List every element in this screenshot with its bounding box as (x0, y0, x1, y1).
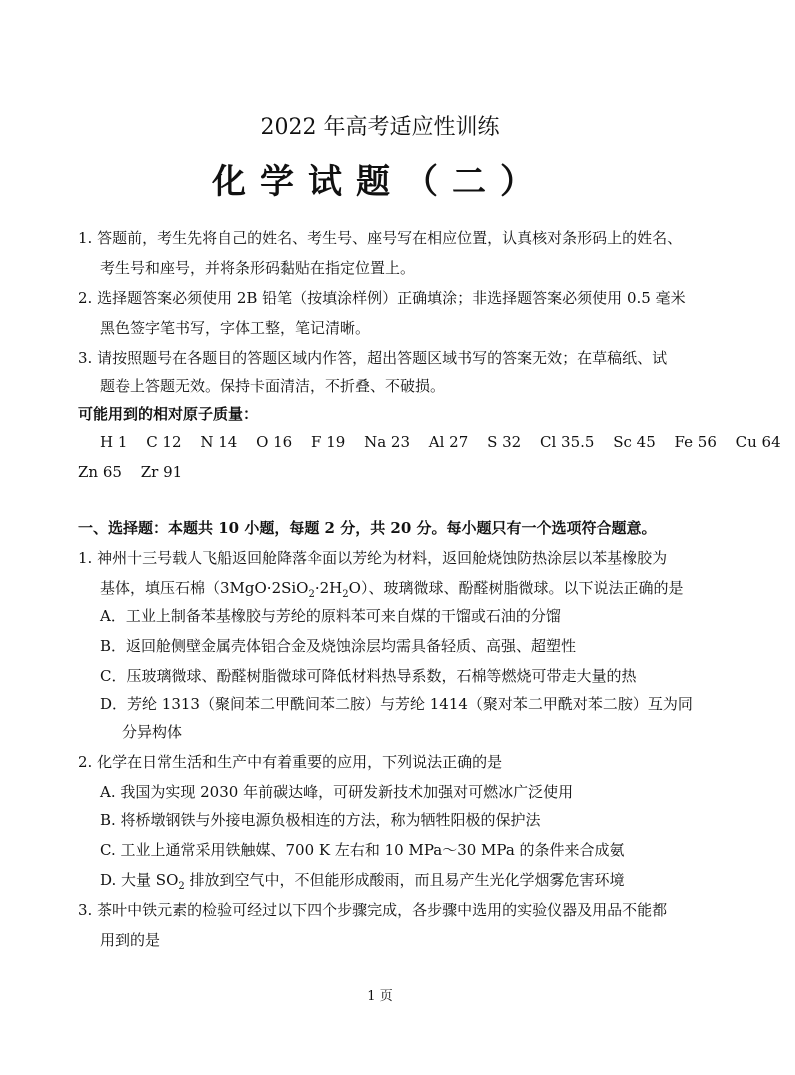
atomic-mass: Sc 45 (613, 433, 656, 451)
instruction-2b: 黑色签字笔书写，字体工整，笔记清晰。 (100, 319, 371, 337)
q2-option-b: B. 将桥墩钢铁与外接电源负极相连的方法，称为牺牲阳极的保护法 (100, 811, 541, 829)
instruction-3a: 3. 请按照题号在各题目的答题区域内作答，超出答题区域书写的答案无效；在草稿纸、试 (78, 349, 668, 367)
atomic-mass: O 16 (256, 433, 293, 451)
atomic-mass: N 14 (200, 433, 238, 451)
q2-option-c: C. 工业上通常采用铁触媒、700 K 左右和 10 MPa～30 MPa 的条件来合成氨 (100, 841, 625, 859)
atomic-mass: Cl 35.5 (539, 433, 595, 451)
atomic-mass-row-2 (78, 462, 196, 482)
exam-title: 化学试题（二） (212, 162, 548, 202)
section-1-heading: 一、选择题：本题共 10 小题，每题 2 分，共 20 分。每小题只有一个选项符合题意。 (78, 519, 657, 537)
instruction-1b: 考生号和座号，并将条形码黏贴在指定位置上。 (100, 259, 416, 277)
exam-subtitle: 2022 年高考适应性训练 (260, 115, 500, 140)
q1-stem-line-1: 1. 神州十三号载人飞船返回舱降落伞面以芳纶为材料，返回舱烧蚀防热涂层以苯基橡胶为 (78, 549, 668, 567)
atomic-mass: S 32 (487, 433, 522, 451)
q1-option-d-line-2: 分异构体 (122, 723, 183, 741)
q2-option-a: A. 我国为实现 2030 年前碳达峰，可研发新技术加强对可燃冰广泛使用 (100, 783, 574, 801)
atomic-mass: Fe 56 (674, 433, 717, 451)
q1-option-c: C．压玻璃微球、酚醛树脂微球可降低材料热导系数，石棉等燃烧可带走大量的热 (100, 667, 637, 685)
atomic-mass: Cu 64 (735, 433, 781, 451)
q3-stem-line-1: 3. 茶叶中铁元素的检验可经过以下四个步骤完成，各步骤中选用的实验仪器及用品不能都 (78, 901, 668, 919)
q1-option-b: B．返回舱侧壁金属壳体铝合金及烧蚀涂层均需具备轻质、高强、超塑性 (100, 637, 577, 655)
q1-option-d-line-1: D．芳纶 1313（聚间苯二甲酰间苯二胺）与芳纶 1414（聚对苯二甲酰对苯二胺）互为同 (100, 695, 693, 713)
instruction-1a: 1. 答题前，考生先将自己的姓名、考生号、座号写在相应位置，认真核对条形码上的姓名、 (78, 229, 683, 247)
instruction-2a: 2. 选择题答案必须使用 2B 铅笔（按填涂样例）正确填涂；非选择题答案必须使用 0.5 毫米 (78, 289, 686, 307)
atomic-mass: Al 27 (428, 433, 469, 451)
q2-option-d: D. 大量 $SO_2$ 排放到空气中，不但能形成酸雨，而且易产生光化学烟雾危害环境 (100, 871, 625, 892)
atomic-mass: H 1 (100, 433, 128, 451)
q2-stem: 2. 化学在日常生活和生产中有着重要的应用，下列说法正确的是 (78, 753, 503, 771)
q1-option-a: A．工业上制备苯基橡胶与芳纶的原料苯可来自煤的干馏或石油的分馏 (100, 607, 561, 625)
atomic-mass: Zn 65 (78, 463, 122, 481)
atomic-mass: C 12 (146, 433, 182, 451)
page-number: 1 页 (367, 989, 393, 1004)
atomic-mass: Zr 91 (140, 463, 183, 481)
q1-stem-line-2: 基体，填压石棉$(3MgO\cdot 2SiO_2\cdot 2H_2O)$、玻璃微球、酚醛树脂微球。以下说法正确的是 (100, 579, 684, 600)
q3-stem-line-2: 用到的是 (100, 931, 161, 949)
atomic-mass-row-1 (100, 432, 795, 452)
atomic-mass-heading: 可能用到的相对原子质量： (78, 405, 259, 423)
atomic-mass: Na 23 (364, 433, 410, 451)
atomic-mass: F 19 (311, 433, 346, 451)
instruction-3b: 题卷上答题无效。保持卡面清洁，不折叠、不破损。 (100, 377, 446, 395)
